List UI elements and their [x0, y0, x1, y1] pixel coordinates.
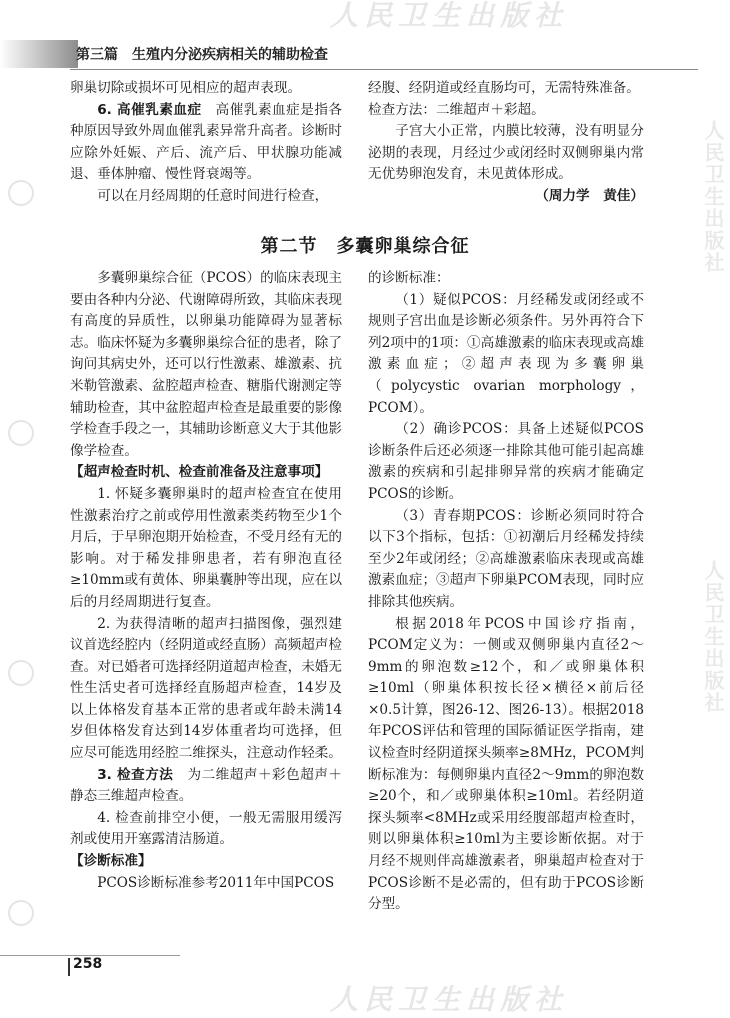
- right-top-column: [368, 78, 644, 208]
- paragraph: 2. 为获得清晰的超声扫描图像，强烈建议首选经腔内（经阴道或经直肠）高频超声检查。对已婚者可选择经阴道超声检查，未婚无性生活史者可选择经直肠超声检查，14岁及以上体格发育基本正常的患者或年龄未满14岁但体格发育达到14岁体重者均可选择，但应尽可能选用经腔二维探头，注意动作轻柔。: [70, 615, 342, 762]
- left-rail-decoration: [0, 0, 46, 1009]
- paragraph: [70, 765, 342, 808]
- paragraph: 子宫大小正常，内膜比较薄，没有明显分泌期的表现，月经过少或闭经时双侧卵巢内常无优势卵泡发育，未见黄体形成。: [368, 123, 644, 183]
- paragraph: 可以在月经周期的任意时间进行检查，: [97, 187, 329, 204]
- watermark-top: 人民卫生出版社: [330, 0, 569, 32]
- subsection-heading: 【诊断标准】: [70, 853, 152, 870]
- page-number: 258: [73, 956, 103, 972]
- item-text: 高催乳素血症是指各种原因导致外周血催乳素异常升高者。诊断时应除外妊娠、产后、流产后、甲状腺功能减退、垂体肿瘤、慢性肾衰竭等。: [70, 101, 343, 183]
- right-main-column: [368, 268, 644, 916]
- header-divider: [70, 69, 698, 70]
- paragraph: PCOS诊断标准参考2011年中国PCOS: [97, 874, 335, 891]
- paragraph: 根据2018年PCOS中国诊疗指南，PCOM定义为：一侧或双侧卵巢内直径2～9mm的卵泡数≥12个，和／或卵巢体积≥10ml（卵巢体积按长径×横径×前后径×0.5计算，图26-12、图26-13）。根据2018年PCOS评估和管理的国际循证医学指南，建议检查时经阴道探头频率≥8MHz，PCOM判断标准为：每侧卵巢内直径2～9mm的卵泡数≥20个，和／或卵巢体积≥10ml。若经阴道探头频率<8MHz或采用经腹部超声检查时，则以卵巢体积≥10ml为主要诊断依据。对于月经不规则伴高雄激素者，卵巢超声检查对于PCOS诊断不是必需的，但有助于PCOS诊断分型。: [368, 615, 644, 913]
- running-header: [0, 40, 730, 70]
- left-main-column: [70, 268, 342, 894]
- watermark-side: 人民卫生出版社: [701, 560, 725, 714]
- paragraph: 检查方法：二维超声＋彩超。: [368, 101, 545, 118]
- item-label: 6. 高催乳素血症: [97, 101, 202, 118]
- paragraph: （1）疑似PCOS：月经稀发或闭经或不规则子宫出血是诊断必须条件。另外再符合下列2项中的1项：①高雄激素的临床表现或高雄激素血症；②超声表现为多囊卵巢（polycystic ovarian morphology，PCOM）。: [368, 291, 644, 416]
- section-title: 第二节 多囊卵巢综合征: [260, 236, 470, 257]
- author-signature: （周力学 黄佳）: [535, 187, 644, 204]
- paragraph: 4. 检查前排空小便，一般无需服用缓泻剂或使用开塞露清洁肠道。: [70, 809, 342, 848]
- paragraph: 多囊卵巢综合征（PCOS）的临床表现主要由各种内分泌、代谢障碍所致，其临床表现有高度的异质性，以卵巢功能障碍为显著标志。临床怀疑为多囊卵巢综合征的患者，除了询问其病史外，还可以行性激素、雄激素、抗米勒管激素、盆腔超声检查、糖脂代谢测定等辅助检查，其中盆腔超声检查是最重要的影像学检查手段之一，其辅助诊断意义大于其他影像学检查。: [70, 270, 342, 459]
- watermark-side: 人民卫生出版社: [701, 120, 725, 274]
- paragraph: 经腹、经阴道或经直肠均可，无需特殊准备。: [368, 80, 640, 96]
- item-label: 3. 检查方法: [97, 766, 174, 783]
- header-gradient-bar: [0, 40, 78, 68]
- paragraph: 卵巢切除或损坏可见相应的超声表现。: [70, 80, 302, 96]
- paragraph: [70, 100, 342, 186]
- paragraph: 1. 怀疑多囊卵巢时的超声检查宜在使用性激素治疗之前或停用性激素类药物至少1个月后，于早卵泡期开始检查，不受月经有无的影响。对于稀发排卵患者，若有卵泡直径≥10mm或有黄体、卵巢囊肿等出现，应在以后的月经周期进行复查。: [70, 485, 342, 610]
- watermark-bottom: 人民卫生出版社: [330, 983, 569, 1016]
- paragraph: （3）青春期PCOS：诊断必须同时符合以下3个指标，包括：①初潮后月经稀发持续至少2年或闭经；②高雄激素临床表现或高雄激素血症；③超声下卵巢PCOM表现，同时应排除其他疾病。: [368, 507, 644, 610]
- page-number-bar: [68, 958, 70, 976]
- left-top-column: [70, 78, 342, 208]
- subsection-heading: 【超声检查时机、检查前准备及注意事项】: [70, 464, 329, 481]
- header-title: 第三篇 生殖内分泌疾病相关的辅助检查: [76, 47, 328, 63]
- item-text: 为二维超声＋彩色超声＋静态三维超声检查。: [70, 766, 342, 805]
- paragraph: （2）确诊PCOS：具备上述疑似PCOS诊断条件后还必须逐一排除其他可能引起高雄激素的疾病和引起排卵异常的疾病才能确定PCOS的诊断。: [368, 421, 644, 502]
- paragraph: 的诊断标准：: [368, 270, 450, 286]
